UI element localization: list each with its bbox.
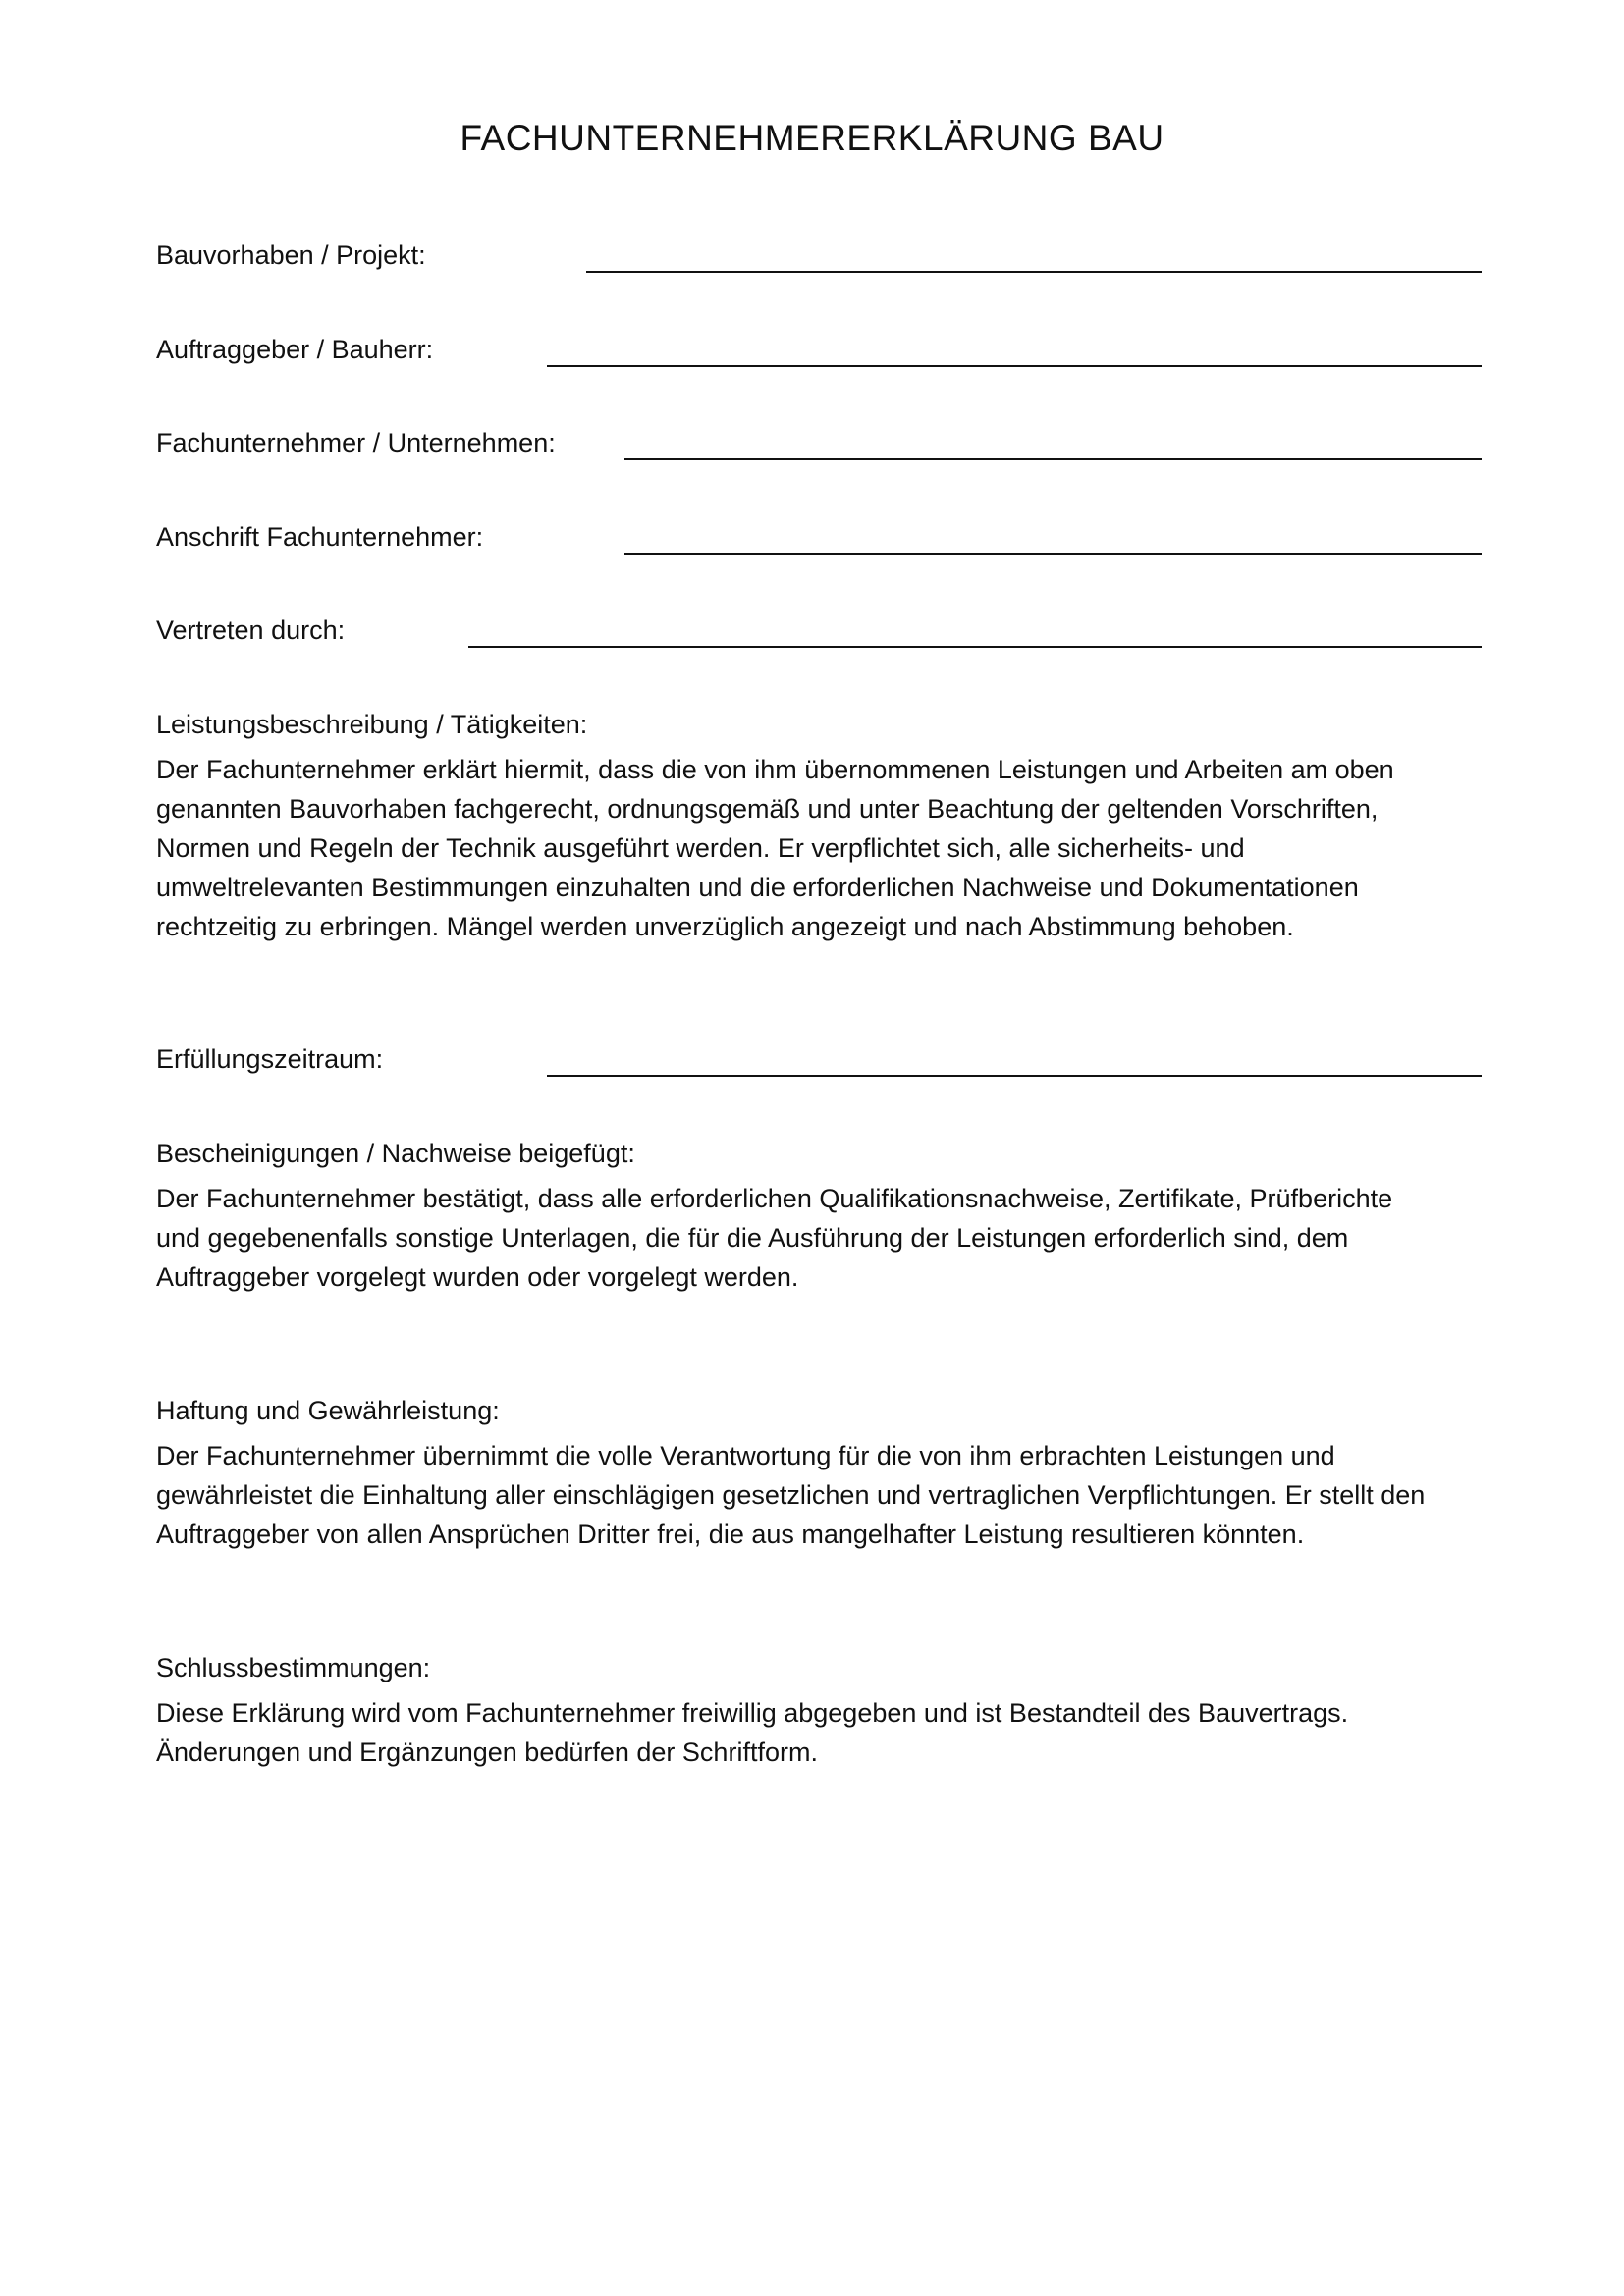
field-input-anschrift[interactable]	[624, 553, 1482, 555]
field-label-bauvorhaben: Bauvorhaben / Projekt:	[156, 240, 426, 270]
section-body-schlussbestimmungen: Diese Erklärung wird vom Fachunternehmer freiwillig abgegeben und ist Bestandteil des Bauvertrags. Änderungen und Ergänzungen bedürfen der Schriftform.	[156, 1698, 1349, 1767]
section-heading-leistungsbeschreibung: Leistungsbeschreibung / Tätigkeiten:	[156, 710, 588, 739]
section-body-bescheinigungen: Der Fachunternehmer bestätigt, dass alle erforderlichen Qualifikationsnachweise, Zertifikate, Prüfberichte und gegebenenfalls sonstige Unterlagen, die für die Ausführung der Leistungen erforderlich sind, dem Auftraggeber vorgelegt wurden oder vorgelegt werden.	[156, 1184, 1393, 1292]
field-input-vertreten[interactable]	[468, 646, 1482, 648]
field-label-anschrift: Anschrift Fachunternehmer:	[156, 522, 484, 552]
section-body-haftung: Der Fachunternehmer übernimmt die volle Verantwortung für die von ihm erbrachten Leistungen und gewährleistet die Einhaltung aller einschlägigen gesetzlichen und vertraglichen Verpflichtungen. Er stellt den Auftraggeber von allen Ansprüchen Dritter frei, die aus mangelhafter Leistung resultieren könnten.	[156, 1441, 1426, 1549]
section-heading-haftung: Haftung und Gewährleistung:	[156, 1396, 500, 1425]
section-body-leistungsbeschreibung: Der Fachunternehmer erklärt hiermit, dass die von ihm übernommenen Leistungen und Arbeiten am oben genannten Bauvorhaben fachgerecht, ordnungsgemäß und unter Beachtung der geltenden Vorschriften, Normen und Regeln der Technik ausgeführt werden. Er verpflichtet sich, alle sicherheits- und umweltrelevanten Bestimmungen einzuhalten und die erforderlichen Nachweise und Dokumentationen rechtzeitig zu erbringen. Mängel werden unverzüglich angezeigt und nach Abstimmung behoben.	[156, 755, 1394, 941]
field-input-erfuellungszeitraum[interactable]	[547, 1075, 1482, 1077]
field-input-bauvorhaben[interactable]	[586, 271, 1482, 273]
section-heading-bescheinigungen: Bescheinigungen / Nachweise beigefügt:	[156, 1139, 635, 1168]
field-label-erfuellungszeitraum: Erfüllungszeitraum:	[156, 1044, 384, 1074]
field-input-auftraggeber[interactable]	[547, 365, 1482, 367]
field-label-fachunternehmer: Fachunternehmer / Unternehmen:	[156, 428, 556, 457]
field-label-vertreten: Vertreten durch:	[156, 615, 346, 645]
document-title: FACHUNTERNEHMERERKLÄRUNG BAU	[460, 118, 1164, 158]
field-input-fachunternehmer[interactable]	[624, 458, 1482, 460]
field-label-auftraggeber: Auftraggeber / Bauherr:	[156, 335, 434, 364]
section-heading-schlussbestimmungen: Schlussbestimmungen:	[156, 1653, 431, 1682]
